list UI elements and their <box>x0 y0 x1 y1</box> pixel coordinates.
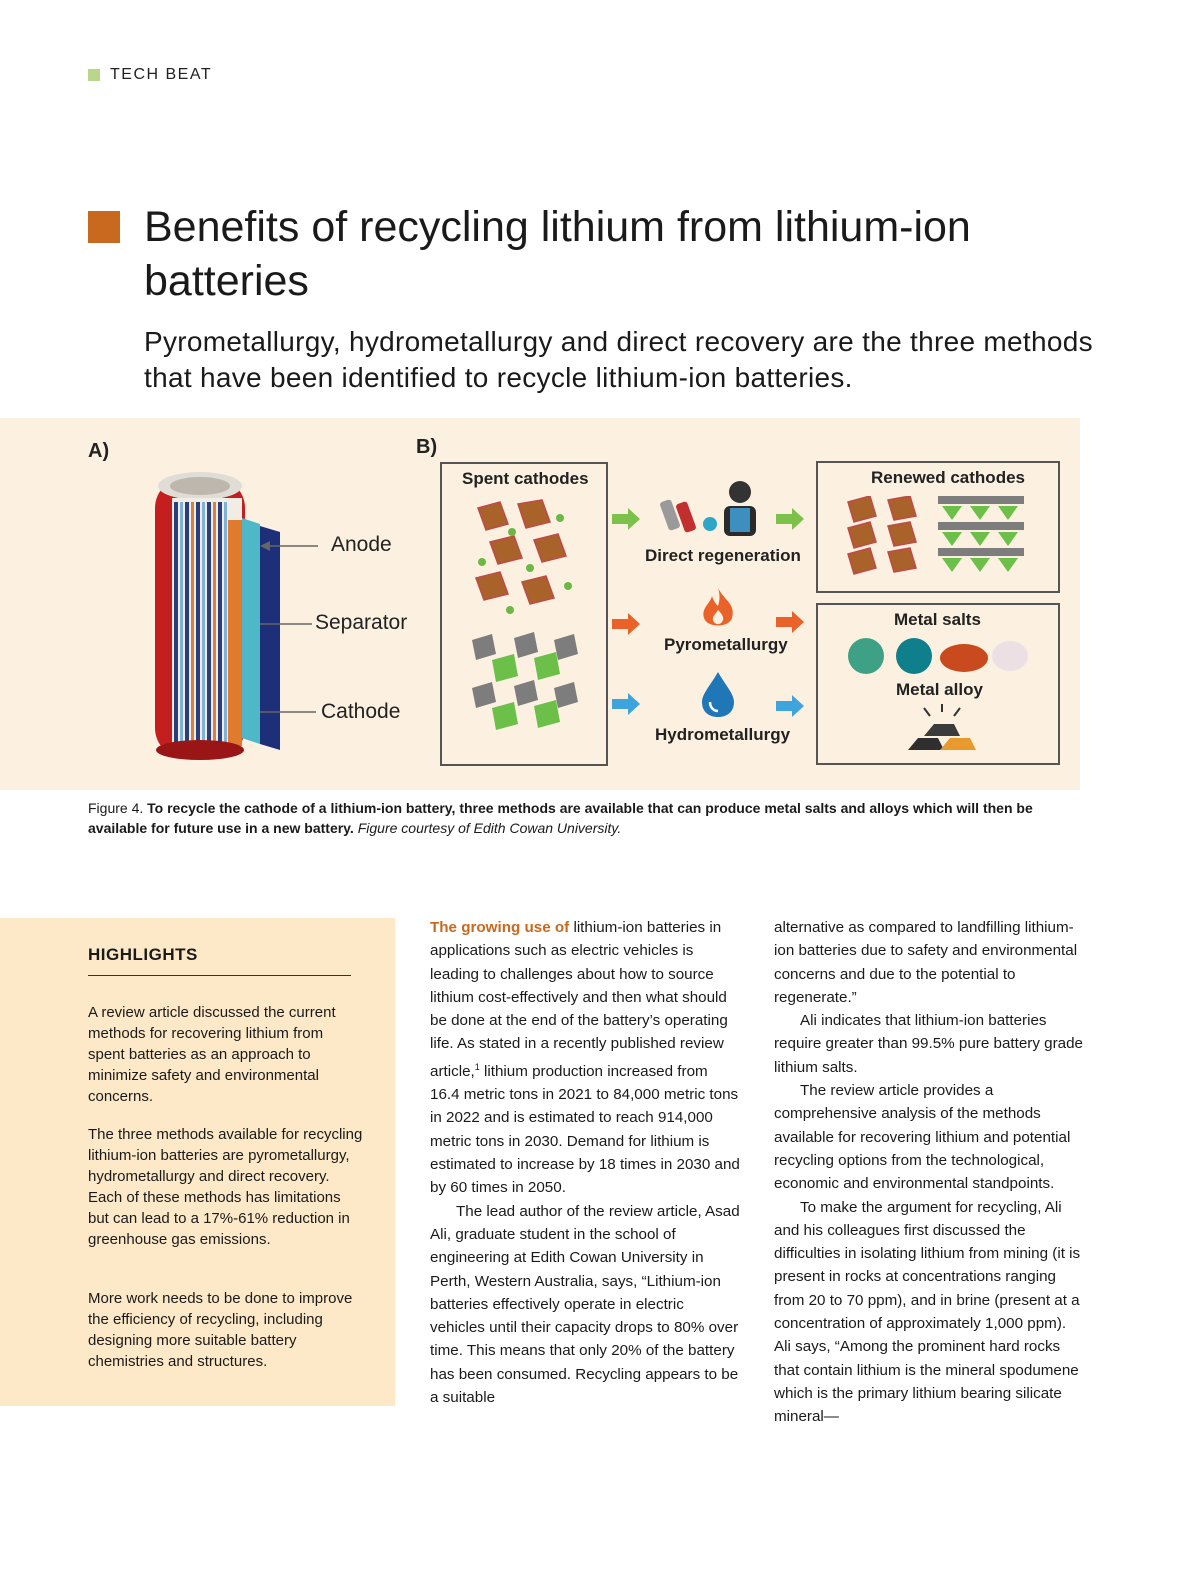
article-deck: Pyrometallurgy, hydrometallurgy and direct recovery are the three methods that have been identified to recycle lithium-ion batteries. <box>144 326 1093 393</box>
spent-crystal-green-icon <box>470 630 580 742</box>
battery-worker-icon <box>660 478 770 540</box>
pyrometallurgy-label: Pyrometallurgy <box>664 635 788 654</box>
caption-credit: Figure courtesy of Edith Cowan University. <box>357 820 622 836</box>
water-drop-icon <box>700 670 736 718</box>
reference-marker: 1 <box>474 1061 480 1072</box>
arrow-right-icon <box>612 693 642 715</box>
body-paragraph: To make the argument for recycling, Ali and his colleagues first discussed the difficulties in isolating lithium from mining (it is present in rocks at concentrations ranging from 20 to 70 ppm), and in brine (present at a concentration of approximately 1,000 ppm). Ali says, “Among the prominent hard rocks that contain lithium is the mineral spodumene which is the primary lithium bearing silicate mineral— <box>774 1198 1081 1426</box>
section-tag <box>88 66 212 84</box>
spent-cathodes-label: Spent cathodes <box>462 469 589 488</box>
body-paragraph: The review article provides a comprehensive analysis of the methods available for recovering lithium and potential recycling options from the technological, economic and environmental standpoints. <box>774 1082 1071 1193</box>
highlights-title: HIGHLIGHTS <box>88 945 198 964</box>
arrow-right-icon <box>776 508 806 530</box>
body-paragraph-continued: alternative as compared to landfilling lithium-ion batteries due to safety and environmental concerns and due to the potential to regenerate.” <box>774 919 1078 1006</box>
body-column-1 <box>430 916 740 1409</box>
arrow-right-icon <box>612 508 642 530</box>
fire-icon <box>698 586 738 630</box>
cathode-label: Cathode <box>321 700 401 723</box>
figure-caption <box>88 798 1088 838</box>
lead-in: The growing use of <box>430 919 570 936</box>
metal-salts-icon <box>844 636 1034 676</box>
spent-crystal-orange-icon <box>470 498 580 623</box>
metal-salts-label: Metal salts <box>894 610 981 629</box>
arrow-right-icon <box>776 611 806 633</box>
arrow-right-icon <box>776 695 806 717</box>
panel-b-label: B) <box>416 436 438 458</box>
highlight-item: The three methods available for recycling lithium-ion batteries are pyrometallurgy, hydrometallurgy and direct recovery. Each of these methods has limitations but can lead to a 17%-61% reduction in greenhouse gas emissions. <box>88 1126 363 1248</box>
metal-alloy-icon <box>904 704 980 752</box>
metal-alloy-label: Metal alloy <box>896 680 983 699</box>
section-label: TECH BEAT <box>110 66 213 83</box>
renewed-crystal-green-icon <box>938 496 1028 576</box>
cell-label-arrows <box>240 528 320 728</box>
caption-text: To recycle the cathode of a lithium-ion battery, three methods are available that can produce metal salts and alloys which will then be available for future use in a new battery. <box>88 800 1033 836</box>
figure-panel <box>0 418 1080 790</box>
body-paragraph: The lead author of the review article, Asad Ali, graduate student in the school of engineering at Edith Cowan University in Perth, Western Australia, says, “Lithium-ion batteries effectively operate in electric vehicles until their capacity drops to 80% over time. This means that only 20% of the battery has been consumed. Recycling appears to be a suitable <box>430 1202 740 1406</box>
tag-square-icon <box>88 69 100 81</box>
renewed-crystal-orange-icon <box>846 496 930 576</box>
hydrometallurgy-label: Hydrometallurgy <box>655 725 791 744</box>
footer-left <box>88 1514 104 1526</box>
article-title: Benefits of recycling lithium from lithium-ion batteries <box>144 203 971 305</box>
highlights-divider <box>88 975 351 976</box>
arrow-right-icon <box>612 613 642 635</box>
direct-regeneration-label: Direct regeneration <box>645 546 801 565</box>
caption-label: Figure 4. <box>88 800 144 816</box>
panel-a-label: A) <box>88 440 110 462</box>
highlight-item: More work needs to be done to improve the efficiency of recycling, including designing more suitable battery chemistries and structures. <box>88 1290 353 1370</box>
body-paragraph: Ali indicates that lithium-ion batteries require greater than 99.5% pure battery grade lithium salts. <box>774 1012 1084 1076</box>
renewed-cathodes-label: Renewed cathodes <box>871 468 1025 487</box>
anode-label: Anode <box>331 533 392 556</box>
title-square-icon <box>88 211 120 243</box>
separator-label: Separator <box>315 611 408 634</box>
body-paragraph: The growing use of lithium-ion batteries in applications such as electric vehicles is leading to challenges about how to source lithium cost-effectively and then what should be done at the end of the battery’s operating life. As stated in a recently published review article,$^1$ lithium production increased from 16.4 metric tons in 2021 to 84,000 metric tons in 2022 and is estimated to reach 914,000 metric tons in 2030. Demand for lithium is estimated to increase by 18 times in 2030 and by 60 times in 2050. <box>430 919 740 1197</box>
highlight-item: A review article discussed the current methods for recovering lithium from spent batteries as an approach to minimize safety and environmental concerns. <box>88 1004 336 1105</box>
body-column-2 <box>774 916 1084 1429</box>
